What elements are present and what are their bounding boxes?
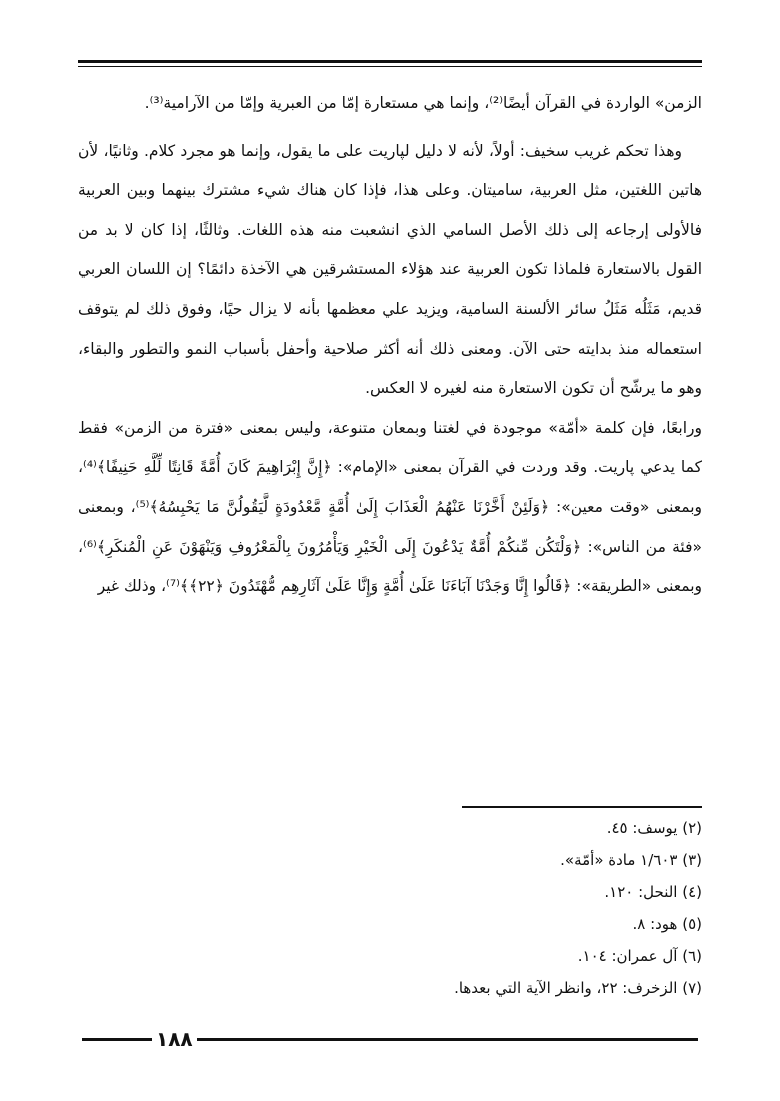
footnote-5: (٥) هود: ٨.: [632, 915, 702, 933]
footnotes: [78, 812, 702, 1004]
paragraph-gap: [78, 124, 702, 132]
footnote-7: (٧) الزخرف: ٢٢، وانظر الآية التي بعدها.: [454, 979, 702, 997]
footnote-3: (٣) ١/٦٠٣ مادة «أمّة».: [560, 851, 702, 869]
page-number-rule-right: [82, 1038, 152, 1041]
page-number-rule-left: [197, 1038, 698, 1041]
header-rule-thick: [78, 60, 702, 63]
paragraph-3: ورابعًا، فإن كلمة «أمّة» موجودة في لغتنا وبمعان متنوعة، وليس بمعنى «فترة من الزمن» فقط كما يدعي پاريت. وقد وردت في القرآن بمعنى «الإمام»: ﴿إِنَّ إِبْرَاهِيمَ كَانَ أُمَّةً قَانِتًا لِّلَّهِ حَنِيفًا﴾⁽⁴⁾، وبمعنى «وقت معين»: ﴿وَلَئِنْ أَخَّرْنَا عَنْهُمُ الْعَذَابَ إِلَىٰ أُمَّةٍ مَّعْدُودَةٍ لَّيَقُولُنَّ مَا يَحْبِسُهُ﴾⁽⁵⁾، وبمعنى «فئة من الناس»: ﴿وَلْتَكُن مِّنكُمْ أُمَّةٌ يَدْعُونَ إِلَى الْخَيْرِ وَيَأْمُرُونَ بِالْمَعْرُوفِ وَيَنْهَوْنَ عَنِ الْمُنكَرِ﴾⁽⁶⁾، وبمعنى «الطريقة»: ﴿قَالُوا إِنَّا وَجَدْنَا آبَاءَنَا عَلَىٰ أُمَّةٍ وَإِنَّا عَلَىٰ آثَارِهِم مُّهْتَدُونَ ﴿٢٢﴾﴾⁽⁷⁾، وذلك غير: [78, 418, 702, 596]
footnote-separator: [462, 806, 702, 808]
footnote-2: (٢) يوسف: ٤٥.: [606, 819, 702, 837]
footnote-6: (٦) آل عمران: ١٠٤.: [577, 947, 702, 965]
paragraph-2: وهذا تحكم غريب سخيف: أولاً، لأنه لا دليل لپاريت على ما يقول، وإنما هو مجرد كلام. وثانيًا، لأن هاتين اللغتين، مثل العربية، ساميتان. وعلى هذا، فإذا كان هناك شيء مشترك بينهما وبين العربية فالأولى إرجاعه إلى ذلك الأصل السامي الذي انشعبت منه هذه اللغات. وثالثًا، إذا كان لا بد من القول بالاستعارة فلماذا تكون العربية عند هؤلاء المستشرقين هي الآخذة دائمًا؟ إن اللسان العربي قديم، مَثَلُه مَثَلُ سائر الألسنة السامية، ويزيد علي معظمها بأنه لا يزال حيًا، وفوق ذلك لم يتوقف استعماله منذ بدايته حتى الآن. ومعنى ذلك أنه أكثر صلاحية وأحفل بأسباب النمو والتطور والبقاء، وهو ما يرشّح أن تكون الاستعارة منه لغيره لا العكس.: [78, 141, 702, 398]
main-text: [78, 84, 702, 607]
header-rule-thin: [78, 66, 702, 67]
footnote-4: (٤) النحل: ١٢٠.: [604, 883, 702, 901]
page-number: ١٨٨: [156, 1027, 193, 1051]
page-footer: [78, 1024, 702, 1054]
paragraph-1: الزمن» الواردة في القرآن أيضًا⁽²⁾، وإنما هي مستعارة إمّا من العبرية وإمّا من الآرامية⁽³⁾.: [144, 94, 702, 112]
